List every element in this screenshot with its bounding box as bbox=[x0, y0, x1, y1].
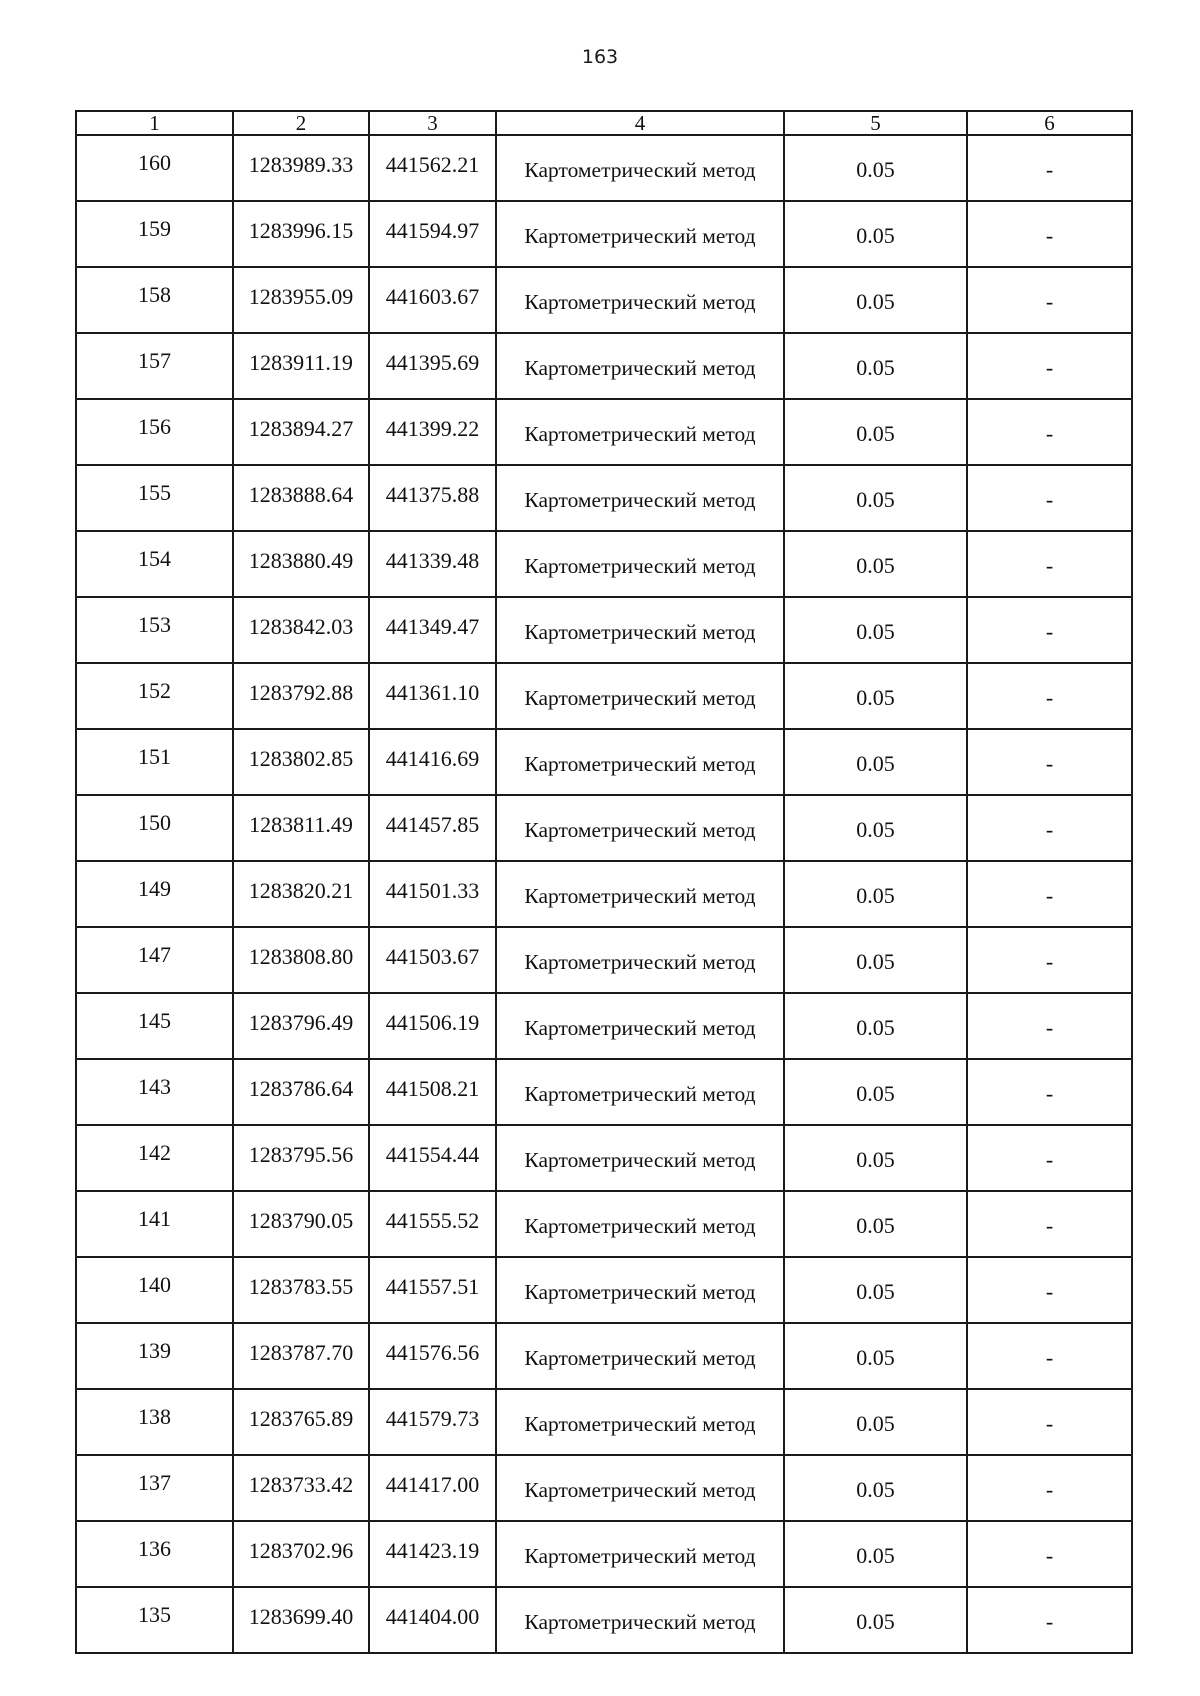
point-number-cell: 159 bbox=[76, 201, 233, 267]
header-cell-6: 6 bbox=[967, 111, 1132, 135]
table-row bbox=[76, 1521, 1132, 1587]
table-header bbox=[76, 111, 1132, 135]
note-cell: - bbox=[967, 1191, 1132, 1257]
method-cell: Картометрический метод bbox=[496, 861, 784, 927]
coordinates-table bbox=[75, 110, 1133, 1654]
method-cell: Картометрический метод bbox=[496, 663, 784, 729]
method-cell: Картометрический метод bbox=[496, 333, 784, 399]
note-cell: - bbox=[967, 1455, 1132, 1521]
header-cell-4: 4 bbox=[496, 111, 784, 135]
note-cell: - bbox=[967, 927, 1132, 993]
x-coordinate-cell: 1283808.80 bbox=[233, 927, 369, 993]
x-coordinate-cell: 1283911.19 bbox=[233, 333, 369, 399]
note-cell: - bbox=[967, 1059, 1132, 1125]
table-row bbox=[76, 597, 1132, 663]
note-cell: - bbox=[967, 993, 1132, 1059]
accuracy-cell: 0.05 bbox=[784, 1455, 967, 1521]
y-coordinate-cell: 441562.21 bbox=[369, 135, 496, 201]
table-row bbox=[76, 927, 1132, 993]
table-row bbox=[76, 465, 1132, 531]
y-coordinate-cell: 441404.00 bbox=[369, 1587, 496, 1653]
accuracy-cell: 0.05 bbox=[784, 663, 967, 729]
point-number-cell: 156 bbox=[76, 399, 233, 465]
point-number-cell: 138 bbox=[76, 1389, 233, 1455]
table-row bbox=[76, 1587, 1132, 1653]
point-number-cell: 139 bbox=[76, 1323, 233, 1389]
table-row bbox=[76, 399, 1132, 465]
method-cell: Картометрический метод bbox=[496, 135, 784, 201]
y-coordinate-cell: 441501.33 bbox=[369, 861, 496, 927]
table-row bbox=[76, 663, 1132, 729]
y-coordinate-cell: 441506.19 bbox=[369, 993, 496, 1059]
x-coordinate-cell: 1283795.56 bbox=[233, 1125, 369, 1191]
point-number-cell: 145 bbox=[76, 993, 233, 1059]
header-row bbox=[76, 111, 1132, 135]
note-cell: - bbox=[967, 861, 1132, 927]
y-coordinate-cell: 441423.19 bbox=[369, 1521, 496, 1587]
table-row bbox=[76, 531, 1132, 597]
point-number-cell: 149 bbox=[76, 861, 233, 927]
note-cell: - bbox=[967, 795, 1132, 861]
method-cell: Картометрический метод bbox=[496, 1455, 784, 1521]
note-cell: - bbox=[967, 1587, 1132, 1653]
x-coordinate-cell: 1283955.09 bbox=[233, 267, 369, 333]
table-row bbox=[76, 1455, 1132, 1521]
point-number-cell: 152 bbox=[76, 663, 233, 729]
x-coordinate-cell: 1283811.49 bbox=[233, 795, 369, 861]
note-cell: - bbox=[967, 663, 1132, 729]
y-coordinate-cell: 441554.44 bbox=[369, 1125, 496, 1191]
point-number-cell: 154 bbox=[76, 531, 233, 597]
y-coordinate-cell: 441395.69 bbox=[369, 333, 496, 399]
point-number-cell: 141 bbox=[76, 1191, 233, 1257]
y-coordinate-cell: 441399.22 bbox=[369, 399, 496, 465]
note-cell: - bbox=[967, 1521, 1132, 1587]
header-cell-5: 5 bbox=[784, 111, 967, 135]
method-cell: Картометрический метод bbox=[496, 1587, 784, 1653]
method-cell: Картометрический метод bbox=[496, 1059, 784, 1125]
x-coordinate-cell: 1283702.96 bbox=[233, 1521, 369, 1587]
accuracy-cell: 0.05 bbox=[784, 465, 967, 531]
point-number-cell: 142 bbox=[76, 1125, 233, 1191]
table-row bbox=[76, 993, 1132, 1059]
accuracy-cell: 0.05 bbox=[784, 267, 967, 333]
y-coordinate-cell: 441555.52 bbox=[369, 1191, 496, 1257]
y-coordinate-cell: 441557.51 bbox=[369, 1257, 496, 1323]
accuracy-cell: 0.05 bbox=[784, 135, 967, 201]
method-cell: Картометрический метод bbox=[496, 729, 784, 795]
accuracy-cell: 0.05 bbox=[784, 1125, 967, 1191]
x-coordinate-cell: 1283996.15 bbox=[233, 201, 369, 267]
y-coordinate-cell: 441576.56 bbox=[369, 1323, 496, 1389]
method-cell: Картометрический метод bbox=[496, 1521, 784, 1587]
note-cell: - bbox=[967, 333, 1132, 399]
y-coordinate-cell: 441503.67 bbox=[369, 927, 496, 993]
accuracy-cell: 0.05 bbox=[784, 1191, 967, 1257]
header-cell-1: 1 bbox=[76, 111, 233, 135]
x-coordinate-cell: 1283842.03 bbox=[233, 597, 369, 663]
table-row bbox=[76, 1323, 1132, 1389]
table-row bbox=[76, 1125, 1132, 1191]
y-coordinate-cell: 441417.00 bbox=[369, 1455, 496, 1521]
header-cell-3: 3 bbox=[369, 111, 496, 135]
table-row bbox=[76, 795, 1132, 861]
y-coordinate-cell: 441579.73 bbox=[369, 1389, 496, 1455]
point-number-cell: 135 bbox=[76, 1587, 233, 1653]
accuracy-cell: 0.05 bbox=[784, 531, 967, 597]
method-cell: Картометрический метод bbox=[496, 1257, 784, 1323]
point-number-cell: 136 bbox=[76, 1521, 233, 1587]
table-body bbox=[76, 135, 1132, 1653]
y-coordinate-cell: 441603.67 bbox=[369, 267, 496, 333]
method-cell: Картометрический метод bbox=[496, 1389, 784, 1455]
method-cell: Картометрический метод bbox=[496, 927, 784, 993]
note-cell: - bbox=[967, 1389, 1132, 1455]
method-cell: Картометрический метод bbox=[496, 597, 784, 663]
note-cell: - bbox=[967, 135, 1132, 201]
x-coordinate-cell: 1283783.55 bbox=[233, 1257, 369, 1323]
table-row bbox=[76, 1059, 1132, 1125]
header-cell-2: 2 bbox=[233, 111, 369, 135]
point-number-cell: 150 bbox=[76, 795, 233, 861]
method-cell: Картометрический метод bbox=[496, 1125, 784, 1191]
x-coordinate-cell: 1283894.27 bbox=[233, 399, 369, 465]
point-number-cell: 151 bbox=[76, 729, 233, 795]
point-number-cell: 153 bbox=[76, 597, 233, 663]
accuracy-cell: 0.05 bbox=[784, 1323, 967, 1389]
note-cell: - bbox=[967, 1323, 1132, 1389]
note-cell: - bbox=[967, 267, 1132, 333]
table-row bbox=[76, 1389, 1132, 1455]
x-coordinate-cell: 1283699.40 bbox=[233, 1587, 369, 1653]
y-coordinate-cell: 441361.10 bbox=[369, 663, 496, 729]
note-cell: - bbox=[967, 1125, 1132, 1191]
table-row bbox=[76, 201, 1132, 267]
x-coordinate-cell: 1283888.64 bbox=[233, 465, 369, 531]
accuracy-cell: 0.05 bbox=[784, 927, 967, 993]
method-cell: Картометрический метод bbox=[496, 1323, 784, 1389]
note-cell: - bbox=[967, 531, 1132, 597]
y-coordinate-cell: 441416.69 bbox=[369, 729, 496, 795]
accuracy-cell: 0.05 bbox=[784, 333, 967, 399]
accuracy-cell: 0.05 bbox=[784, 201, 967, 267]
x-coordinate-cell: 1283787.70 bbox=[233, 1323, 369, 1389]
note-cell: - bbox=[967, 729, 1132, 795]
x-coordinate-cell: 1283792.88 bbox=[233, 663, 369, 729]
table-row bbox=[76, 267, 1132, 333]
x-coordinate-cell: 1283880.49 bbox=[233, 531, 369, 597]
point-number-cell: 158 bbox=[76, 267, 233, 333]
note-cell: - bbox=[967, 597, 1132, 663]
x-coordinate-cell: 1283786.64 bbox=[233, 1059, 369, 1125]
point-number-cell: 143 bbox=[76, 1059, 233, 1125]
note-cell: - bbox=[967, 399, 1132, 465]
point-number-cell: 155 bbox=[76, 465, 233, 531]
table-row bbox=[76, 333, 1132, 399]
accuracy-cell: 0.05 bbox=[784, 1059, 967, 1125]
note-cell: - bbox=[967, 201, 1132, 267]
y-coordinate-cell: 441457.85 bbox=[369, 795, 496, 861]
accuracy-cell: 0.05 bbox=[784, 861, 967, 927]
accuracy-cell: 0.05 bbox=[784, 795, 967, 861]
accuracy-cell: 0.05 bbox=[784, 993, 967, 1059]
method-cell: Картометрический метод bbox=[496, 267, 784, 333]
note-cell: - bbox=[967, 465, 1132, 531]
method-cell: Картометрический метод bbox=[496, 201, 784, 267]
x-coordinate-cell: 1283802.85 bbox=[233, 729, 369, 795]
point-number-cell: 140 bbox=[76, 1257, 233, 1323]
x-coordinate-cell: 1283796.49 bbox=[233, 993, 369, 1059]
accuracy-cell: 0.05 bbox=[784, 399, 967, 465]
x-coordinate-cell: 1283733.42 bbox=[233, 1455, 369, 1521]
accuracy-cell: 0.05 bbox=[784, 1521, 967, 1587]
y-coordinate-cell: 441349.47 bbox=[369, 597, 496, 663]
point-number-cell: 157 bbox=[76, 333, 233, 399]
accuracy-cell: 0.05 bbox=[784, 597, 967, 663]
table-row bbox=[76, 1257, 1132, 1323]
table-row bbox=[76, 1191, 1132, 1257]
method-cell: Картометрический метод bbox=[496, 531, 784, 597]
table-row bbox=[76, 861, 1132, 927]
y-coordinate-cell: 441594.97 bbox=[369, 201, 496, 267]
method-cell: Картометрический метод bbox=[496, 1191, 784, 1257]
method-cell: Картометрический метод bbox=[496, 399, 784, 465]
accuracy-cell: 0.05 bbox=[784, 1389, 967, 1455]
point-number-cell: 137 bbox=[76, 1455, 233, 1521]
method-cell: Картометрический метод bbox=[496, 795, 784, 861]
note-cell: - bbox=[967, 1257, 1132, 1323]
x-coordinate-cell: 1283820.21 bbox=[233, 861, 369, 927]
point-number-cell: 147 bbox=[76, 927, 233, 993]
y-coordinate-cell: 441508.21 bbox=[369, 1059, 496, 1125]
table-row bbox=[76, 135, 1132, 201]
method-cell: Картометрический метод bbox=[496, 465, 784, 531]
accuracy-cell: 0.05 bbox=[784, 1257, 967, 1323]
x-coordinate-cell: 1283790.05 bbox=[233, 1191, 369, 1257]
y-coordinate-cell: 441339.48 bbox=[369, 531, 496, 597]
method-cell: Картометрический метод bbox=[496, 993, 784, 1059]
x-coordinate-cell: 1283989.33 bbox=[233, 135, 369, 201]
y-coordinate-cell: 441375.88 bbox=[369, 465, 496, 531]
x-coordinate-cell: 1283765.89 bbox=[233, 1389, 369, 1455]
table-row bbox=[76, 729, 1132, 795]
accuracy-cell: 0.05 bbox=[784, 1587, 967, 1653]
point-number-cell: 160 bbox=[76, 135, 233, 201]
accuracy-cell: 0.05 bbox=[784, 729, 967, 795]
page-number: 163 bbox=[581, 46, 619, 68]
